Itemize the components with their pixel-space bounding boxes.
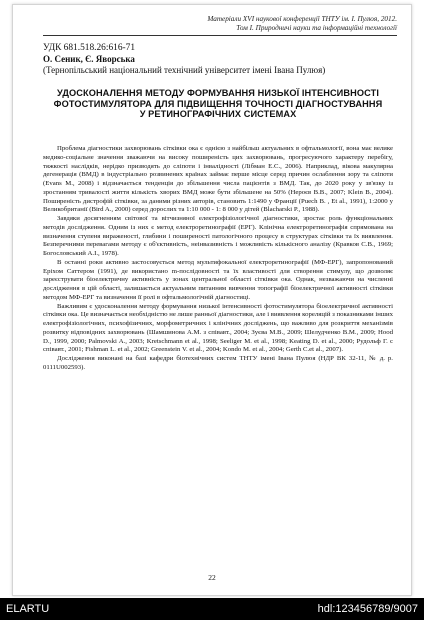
udk-code: УДК 681.518.26:616-71 xyxy=(43,43,136,53)
affiliation: (Тернопільський національний технічний університет імені Івана Пулюя) xyxy=(43,65,326,75)
page-number: 22 xyxy=(208,573,216,582)
conference-line: Матеріали XVI наукової конференції ТНТУ ім. І. Пулюя, 2012. xyxy=(207,15,397,23)
paragraph-4: Важливим є удосконалення методу формування низької інтенсивності фотостимулятора біоелектричної активності сітківки ока. Це визначається необхідністю не лише ранньої діагностики, але і виявлення кореляцій з показниками інших електрофізіологічних, психофізичних, морфометричних і клінічних досліджень, що важливо для розкриття механізмів розвитку відповідних захворювань (Шамшинова А.М. з співавт., 2004; Зуєва М.В., 2009; Шелудченко В.М., 2009; Hood D., 1999, 2000; Palmovski A., 2003; Kretschmann et al., 1998; Seeliger M. et al., 1998; Keating D. et al., 2000; Рудольф Г. с співавт., 2001; Fishman L. et al., 2002; Greenstein V. et al., 2004; Kondo M. et al., 2004; Gerth C.et al., 2007). xyxy=(43,302,393,354)
article-body xyxy=(43,145,393,373)
repository-name: ELARTU xyxy=(6,603,50,615)
volume-line: Том I. Природничі науки та інформаційні технології xyxy=(236,23,397,32)
running-header xyxy=(67,15,397,32)
paragraph-5: Дослідження виконані на базі кафедри біотехнічних систем ТНТУ імені Івана Пулюя (НДР ВК 32-11, № д. р. 0111U002593). xyxy=(43,355,393,371)
paragraph-1: Проблема діагностики захворювань сітківки ока є однією з найбільш актуальних в офтальмології, вона має велике медико-соціальне значення зважаючи на високу поширеність цих захворювань, прогресуючого характеру перебігу, тяжкості наслідків, нерідко призводять до сліпоти і інвалідності (Лібман Е.С., 2006). Наприклад, вікова макулярна дегенерація (ВМД) в індустріально розвинених країнах займає перше місце серед причин ослаблення зору та сліпоти (Evans M., 2008) і відзначається тенденція до збільшення числа пацієнтів з ВМД. Так, до 2020 року у зв'язку із зростанням тривалості життя кількість хворих ВМД може бути збільшене на 50% (Нероєв В.В., 2007; Klein B., 2004). Поширеність дистрофій сітківки, за даними різних авторів, становить 1:1490 у Франції (Puech B. , Et al., 1991), 1:2000 у Великобританії (Bird A., 2000) серед дорослих та 1:10 000 - 1: 8 000 у дітей (Blacharski P., 1988). xyxy=(43,145,393,214)
paragraph-3: В останні роки активно застосовується метод мультифокальної електроретинографії (МФ-ЕРГ), запропонований Еріхом Саттером (1991), де використано m-послідовності та їх властивості для створення стимулу, що дозволяє зареєструвати біоелектричну активність у зонах центральної області сітківки ока. Однак, незважаючи на численні дослідження в цій області, залишається актуальним питанням вивчення топографії біоелектричної активності сітківки методом МФ-ЕРГ та визначення її ролі в офтальмологічній діагностиці. xyxy=(43,258,393,301)
header-rule xyxy=(43,35,397,36)
paragraph-2: Завдяки досягненням світової та вітчизняної електрофізіологічної діагностики, зростає роль функціональних методів дослідження. Одним із них є метод електроретинографії (ЕРГ). Клінічна електроретинографія спрямована на визначення ступеня вираженості, глибини і поширеності патологічного процесу в структурах сітківки та їх виявлення. Безперечними перевагами методу є об'єктивність, неінвазивність і можливість кількісного аналізу (Кравков С.В., 1969; Богословський А.І., 1978). xyxy=(43,215,393,257)
article-meta xyxy=(43,43,393,76)
article-title: УДОСКОНАЛЕННЯ МЕТОДУ ФОРМУВАННЯ НИЗЬКОЇ ІНТЕНСИВНОСТІ ФОТОСТИМУЛЯТОРА ДЛЯ ПІДВИЩЕННЯ ТОЧНОСТІ ДІАГНОСТУВАННЯ У РЕТИНОГРАФІЧНИХ СИСТЕМАХ xyxy=(53,88,383,120)
handle-id: hdl:123456789/9007 xyxy=(317,603,418,615)
authors: О. Сеник, Є. Яворська xyxy=(43,54,135,64)
document-page xyxy=(12,4,412,596)
footer-bar xyxy=(0,598,424,620)
